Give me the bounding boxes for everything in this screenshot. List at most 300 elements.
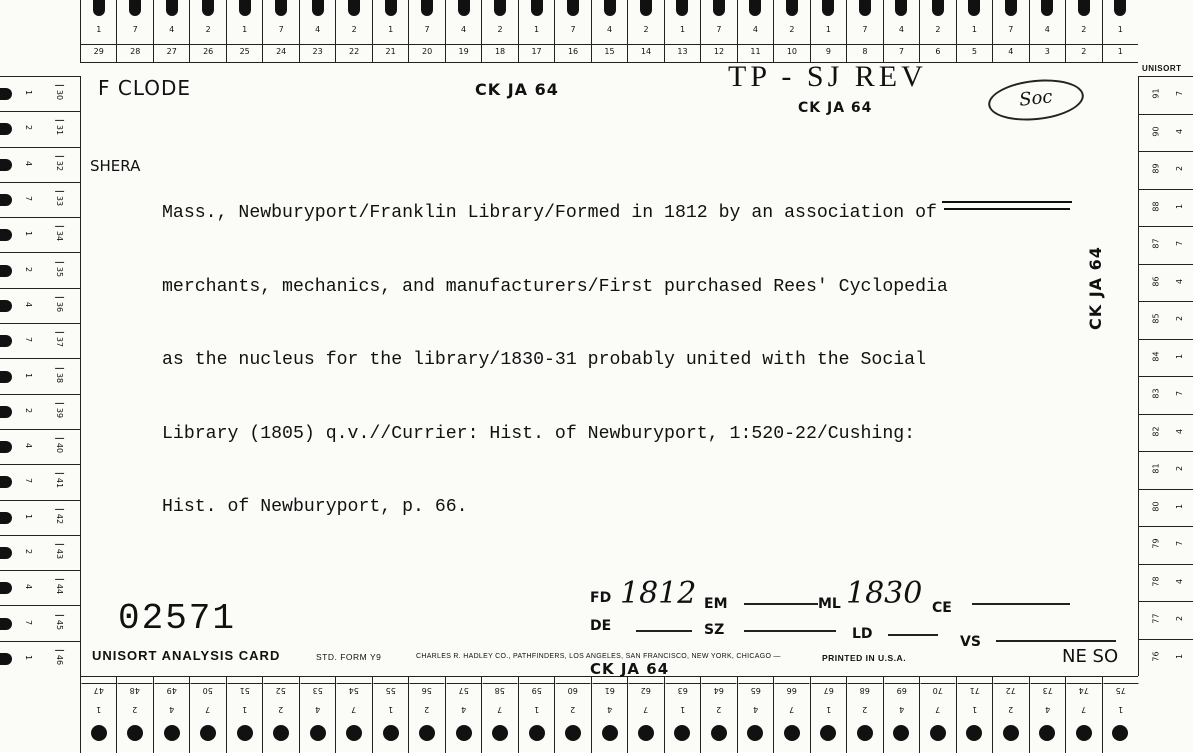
top-strip-cell	[846, 0, 882, 62]
bottom-strip-code: 7	[1081, 705, 1087, 714]
punch-hole	[1039, 725, 1055, 741]
left-strip-code: 7	[24, 337, 34, 343]
top-strip-number: 4	[993, 44, 1028, 56]
bottom-strip-code: 4	[898, 705, 904, 714]
bottom-strip-code: 4	[1044, 705, 1050, 714]
top-strip-code: 2	[205, 25, 211, 34]
bottom-strip-code: 2	[1008, 705, 1014, 714]
punch-hole	[749, 0, 761, 16]
footer-form: STD. FORM Y9	[316, 652, 382, 662]
right-strip-cell	[1139, 189, 1193, 227]
bottom-strip-code: 7	[789, 705, 795, 714]
bottom-strip-number: 56	[409, 683, 444, 695]
entry-line: as the nucleus for the library/1830-31 probably united with the Social	[162, 350, 926, 370]
right-strip-code: 4	[1175, 578, 1185, 584]
top-strip-code: 7	[132, 25, 138, 34]
bottom-strip-cell	[1065, 677, 1101, 753]
top-strip-number: 5	[957, 44, 992, 56]
punch-hole	[1112, 725, 1128, 741]
right-strip-cell	[1139, 114, 1193, 152]
em-label: EM	[704, 596, 728, 612]
left-strip-cell	[0, 147, 80, 182]
top-strip-code: 7	[278, 25, 284, 34]
punch-hole	[711, 725, 727, 741]
bottom-strip-code: 4	[315, 705, 321, 714]
left-strip-cell	[0, 464, 80, 499]
entry-line: Mass., Newburyport/Franklin Library/Formed in 1812 by an association of	[162, 203, 937, 223]
punch-hole	[385, 0, 397, 16]
left-strip-number: 41	[55, 473, 64, 488]
punch-hole	[638, 725, 654, 741]
right-strip-cell	[1139, 526, 1193, 564]
punch-hole	[930, 725, 946, 741]
top-strip-cell	[80, 0, 116, 62]
left-strip-code: 4	[24, 301, 34, 307]
right-strip-cell	[1139, 639, 1193, 677]
top-strip-cell	[992, 0, 1028, 62]
bottom-strip-cell	[408, 677, 444, 753]
right-strip-code: 1	[1175, 503, 1185, 509]
bottom-strip-number: 59	[519, 683, 554, 695]
punch-hole	[0, 265, 12, 277]
right-strip-code: 7	[1175, 541, 1185, 547]
footer-printed: PRINTED IN U.S.A.	[822, 653, 907, 663]
right-strip-cell	[1139, 601, 1193, 639]
punch-hole	[383, 725, 399, 741]
punch-hole	[893, 725, 909, 741]
bottom-strip-cell	[992, 677, 1028, 753]
left-strip-number: 33	[55, 191, 64, 206]
bottom-strip-code: 7	[205, 705, 211, 714]
vs-line	[996, 640, 1116, 642]
punch-hole	[1114, 0, 1126, 16]
top-strip-number: 10	[774, 44, 809, 56]
entry-text	[162, 152, 1092, 569]
punch-hole	[421, 0, 433, 16]
top-strip-cell	[810, 0, 846, 62]
right-strip-code: 1	[1175, 203, 1185, 209]
right-strip-code: 4	[1175, 278, 1185, 284]
left-strip-cell	[0, 500, 80, 535]
top-strip-cell	[299, 0, 335, 62]
punch-hole	[640, 0, 652, 16]
unisort-mark: UNISORT	[1142, 64, 1182, 73]
punch-hole	[820, 725, 836, 741]
top-strip-number: 8	[847, 44, 882, 56]
bottom-strip-number: 69	[884, 683, 919, 695]
punch-hole	[494, 0, 506, 16]
left-strip-cell	[0, 535, 80, 570]
top-strip-cell	[664, 0, 700, 62]
top-strip-code: 2	[497, 25, 503, 34]
bottom-strip-number: 66	[774, 683, 809, 695]
top-strip-cell	[518, 0, 554, 62]
top-strip-number: 29	[81, 44, 116, 56]
left-strip-number: 38	[55, 367, 64, 382]
left-strip-code: 1	[24, 654, 34, 660]
bottom-strip-code: 1	[971, 705, 977, 714]
ld-line	[888, 634, 938, 636]
bottom-strip-code: 1	[534, 705, 540, 714]
bottom-strip-code: 7	[643, 705, 649, 714]
right-strip-number: 81	[1151, 463, 1161, 474]
punch-hole	[273, 725, 289, 741]
bottom-strip-cell	[262, 677, 298, 753]
right-strip-code: 7	[1175, 91, 1185, 97]
top-strip-number: 19	[446, 44, 481, 56]
right-punch-strip	[1138, 76, 1193, 676]
top-strip-number: 13	[665, 44, 700, 56]
bottom-strip-cell	[153, 677, 189, 753]
bottom-strip-code: 1	[388, 705, 394, 714]
punch-hole	[312, 0, 324, 16]
left-strip-number: 37	[55, 332, 64, 347]
cyclopedia-underline	[942, 201, 1072, 203]
left-strip-number: 40	[55, 438, 64, 453]
top-strip-number: 17	[519, 44, 554, 56]
punch-hole	[166, 0, 178, 16]
bottom-strip-cell	[627, 677, 663, 753]
bottom-strip-cell	[226, 677, 262, 753]
entry-line: Library (1805) q.v.//Currier: Hist. of Newburyport, 1:520-22/Cushing:	[162, 423, 916, 444]
top-strip-code: 4	[606, 25, 613, 34]
right-strip-number: 78	[1151, 576, 1161, 587]
right-strip-number: 86	[1151, 276, 1161, 287]
punch-hole	[275, 0, 287, 16]
bottom-strip-cell	[445, 677, 481, 753]
bottom-strip-number: 61	[592, 683, 627, 695]
circled-soc-note: Soc	[986, 75, 1086, 125]
bottom-strip-code: 1	[242, 705, 248, 714]
right-strip-cell	[1139, 414, 1193, 452]
bottom-strip-number: 62	[628, 683, 663, 695]
punch-hole	[895, 0, 907, 16]
ce-label: CE	[932, 600, 952, 616]
punch-hole	[129, 0, 141, 16]
entry-line: merchants, mechanics, and manufacturers/First purchased Rees' Cyclopedia	[162, 276, 948, 297]
left-strip-code: 1	[24, 90, 34, 96]
punch-hole	[237, 725, 253, 741]
punch-hole	[0, 441, 12, 453]
bottom-strip-number: 50	[190, 683, 225, 695]
left-strip-cell	[0, 111, 80, 146]
left-strip-cell	[0, 605, 80, 640]
right-strip-cell	[1139, 339, 1193, 377]
top-strip-cell	[226, 0, 262, 62]
punch-hole	[966, 725, 982, 741]
right-strip-cell	[1139, 301, 1193, 339]
top-strip-cell	[189, 0, 225, 62]
punch-hole	[0, 335, 12, 347]
top-strip-code: 4	[752, 25, 758, 34]
left-strip-cell	[0, 394, 80, 429]
right-strip-number: 79	[1151, 538, 1161, 549]
left-strip-number: 43	[55, 544, 64, 559]
fd-label: FD	[590, 590, 612, 606]
bottom-strip-cell	[189, 677, 225, 753]
punch-hole	[127, 725, 143, 741]
top-strip-number: 28	[117, 44, 152, 56]
punch-hole	[1003, 725, 1019, 741]
top-strip-cell	[116, 0, 152, 62]
left-strip-cell	[0, 217, 80, 252]
punch-hole	[713, 0, 725, 16]
bottom-strip-cell	[700, 677, 736, 753]
bottom-strip-cell	[846, 677, 882, 753]
bottom-strip-number: 73	[1030, 683, 1065, 695]
top-strip-cell	[737, 0, 773, 62]
punch-hole	[0, 371, 12, 383]
right-strip-cell	[1139, 376, 1193, 414]
punch-hole	[419, 725, 435, 741]
top-strip-cell	[408, 0, 444, 62]
punch-hole	[531, 0, 543, 16]
top-strip-code: 4	[169, 25, 175, 34]
top-strip-number: 15	[592, 44, 627, 56]
left-strip-cell	[0, 429, 80, 464]
bottom-strip-number: 54	[336, 683, 371, 695]
right-strip-number: 85	[1151, 313, 1161, 324]
left-strip-number: 35	[55, 262, 64, 277]
top-strip-number: 25	[227, 44, 262, 56]
bottom-strip-number: 74	[1066, 683, 1101, 695]
top-strip-code: 1	[96, 25, 102, 34]
punch-hole	[859, 0, 871, 16]
right-strip-number: 88	[1151, 201, 1161, 212]
top-strip-number: 23	[300, 44, 335, 56]
top-strip-code: 2	[935, 25, 941, 34]
ml-value: 1830	[846, 576, 923, 611]
corner-top-left	[0, 0, 80, 76]
punch-hole	[786, 0, 798, 16]
top-strip-number: 14	[628, 44, 663, 56]
top-strip-cell	[372, 0, 408, 62]
right-strip-cell	[1139, 151, 1193, 189]
left-strip-cell	[0, 76, 80, 111]
punch-hole	[968, 0, 980, 16]
bottom-strip-code: 1	[679, 705, 686, 714]
entry-line: Hist. of Newburyport, p. 66.	[162, 497, 468, 517]
punch-hole	[602, 725, 618, 741]
punch-hole	[0, 300, 12, 312]
top-strip-number: 6	[920, 44, 955, 56]
top-strip-number: 24	[263, 44, 298, 56]
right-strip-code: 1	[1175, 353, 1185, 359]
top-strip-number: 9	[811, 44, 846, 56]
bottom-strip-cell	[773, 677, 809, 753]
top-strip-number: 7	[884, 44, 919, 56]
bottom-strip-code: 4	[752, 705, 759, 714]
top-strip-cell	[554, 0, 590, 62]
top-strip-code: 7	[424, 25, 430, 34]
punch-hole	[1005, 0, 1017, 16]
right-strip-code: 2	[1175, 616, 1185, 622]
punch-hole	[567, 0, 579, 16]
bottom-strip-cell	[518, 677, 554, 753]
right-strip-cell	[1139, 264, 1193, 302]
top-strip-number: 11	[738, 44, 773, 56]
bottom-strip-cell	[956, 677, 992, 753]
punch-hole	[784, 725, 800, 741]
bottom-strip-code: 7	[351, 705, 357, 714]
left-strip-code: 1	[24, 372, 34, 378]
top-strip-code: 7	[716, 25, 722, 34]
bottom-strip-number: 51	[227, 683, 262, 695]
top-strip-cell	[591, 0, 627, 62]
right-strip-cell	[1139, 489, 1193, 527]
punch-hole	[0, 618, 12, 630]
left-strip-code: 4	[24, 443, 34, 449]
bottom-strip-code: 2	[716, 705, 722, 714]
top-strip-cell	[773, 0, 809, 62]
punch-hole	[529, 725, 545, 741]
top-strip-number: 22	[336, 44, 371, 56]
footer-title: UNISORT ANALYSIS CARD	[92, 648, 281, 663]
top-strip-code: 7	[570, 25, 576, 34]
left-strip-code: 2	[24, 407, 34, 413]
bottom-strip-number: 55	[373, 683, 408, 695]
bottom-strip-cell	[299, 677, 335, 753]
left-strip-cell	[0, 358, 80, 393]
punch-hole	[0, 582, 12, 594]
punch-hole	[0, 229, 12, 241]
punch-hole	[822, 0, 834, 16]
punch-hole	[565, 725, 581, 741]
bottom-strip-code: 2	[862, 705, 868, 714]
nes-note: NE SO	[1062, 646, 1119, 667]
left-strip-code: 4	[24, 584, 34, 590]
right-strip-code: 4	[1175, 428, 1185, 434]
punch-hole	[1078, 0, 1090, 16]
bottom-strip-code: 4	[606, 705, 613, 714]
top-strip-cell	[262, 0, 298, 62]
bottom-strip-code: 4	[461, 705, 467, 714]
bottom-strip-number: 68	[847, 683, 882, 695]
right-strip-code: 7	[1175, 241, 1185, 247]
punch-hole	[456, 725, 472, 741]
bottom-strip-cell	[737, 677, 773, 753]
left-strip-code: 7	[24, 619, 34, 625]
stamp-right: CK JA 64	[798, 100, 873, 116]
right-strip-code: 4	[1175, 128, 1185, 134]
top-strip-cell	[335, 0, 371, 62]
left-strip-code: 1	[24, 231, 34, 237]
top-strip-number: 12	[701, 44, 736, 56]
top-strip-cell	[919, 0, 955, 62]
right-strip-code: 1	[1175, 653, 1185, 659]
top-strip-cell	[956, 0, 992, 62]
left-strip-code: 4	[24, 160, 34, 166]
top-strip-code: 1	[534, 25, 540, 34]
top-strip-code: 1	[1117, 25, 1123, 34]
punch-hole	[0, 194, 12, 206]
top-strip-code: 1	[971, 25, 977, 34]
right-strip-cell	[1139, 564, 1193, 602]
bottom-strip-cell	[883, 677, 919, 753]
right-strip-number: 87	[1151, 238, 1161, 249]
punch-hole	[0, 476, 12, 488]
top-strip-code: 4	[898, 25, 904, 34]
bottom-strip-code: 7	[935, 705, 941, 714]
left-strip-number: 32	[55, 156, 64, 171]
left-strip-number: 42	[55, 509, 64, 524]
left-strip-number: 30	[55, 85, 64, 100]
punch-hole	[492, 725, 508, 741]
punch-hole	[239, 0, 251, 16]
punch-hole	[0, 512, 12, 524]
top-strip-cell	[153, 0, 189, 62]
stamp-vertical: CK JA 64	[1086, 246, 1105, 330]
punch-hole	[0, 406, 12, 418]
left-strip-cell	[0, 252, 80, 287]
punch-hole	[93, 0, 105, 16]
top-strip-cell	[700, 0, 736, 62]
bottom-strip-number: 49	[154, 683, 189, 695]
ld-label: LD	[852, 626, 873, 642]
left-strip-cell	[0, 641, 80, 676]
left-punch-strip	[0, 76, 81, 676]
bottom-strip-number: 65	[738, 683, 773, 695]
bottom-strip-number: 63	[665, 683, 700, 695]
fd-value: 1812	[620, 576, 697, 611]
right-strip-number: 82	[1151, 426, 1161, 437]
card-number: 02571	[118, 598, 237, 639]
de-line	[636, 630, 692, 632]
bottom-strip-number: 75	[1103, 683, 1138, 695]
punch-hole	[91, 725, 107, 741]
left-strip-cell	[0, 570, 80, 605]
right-strip-number: 84	[1151, 351, 1161, 362]
right-strip-cell	[1139, 226, 1193, 264]
bottom-strip-cell	[591, 677, 627, 753]
heading-right: TP - SJ REV	[728, 60, 927, 93]
stamp-top: CK JA 64	[475, 80, 559, 99]
right-strip-number: 83	[1151, 388, 1161, 399]
social-overline	[944, 208, 1070, 210]
bottom-strip-number: 48	[117, 683, 152, 695]
top-strip-number: 26	[190, 44, 225, 56]
right-strip-cell	[1139, 76, 1193, 114]
heading-left: F CLODE	[98, 76, 192, 100]
left-strip-number: 44	[55, 579, 64, 594]
left-strip-code: 2	[24, 266, 34, 272]
ml-label: ML	[818, 596, 841, 612]
author-label: SHERA	[90, 157, 141, 175]
bottom-strip-code: 2	[424, 705, 430, 714]
punch-hole	[676, 0, 688, 16]
punch-hole	[0, 547, 12, 559]
right-strip-cell	[1139, 451, 1193, 489]
top-strip-cell	[627, 0, 663, 62]
right-strip-code: 2	[1175, 466, 1185, 472]
right-strip-number: 91	[1151, 88, 1161, 99]
top-strip-number: 2	[1066, 44, 1101, 56]
top-strip-cell	[1065, 0, 1101, 62]
right-strip-code: 7	[1175, 391, 1185, 397]
left-strip-code: 7	[24, 195, 34, 202]
top-strip-number: 27	[154, 44, 189, 56]
bottom-strip-code: 4	[169, 705, 175, 714]
bottom-strip-code: 7	[497, 705, 503, 714]
left-strip-cell	[0, 323, 80, 358]
punch-hole	[747, 725, 763, 741]
bottom-strip-number: 67	[811, 683, 846, 695]
punch-hole	[0, 123, 12, 135]
bottom-strip-number: 72	[993, 683, 1028, 695]
punch-hole	[200, 725, 216, 741]
top-strip-number: 21	[373, 44, 408, 56]
right-strip-number: 80	[1151, 501, 1161, 512]
